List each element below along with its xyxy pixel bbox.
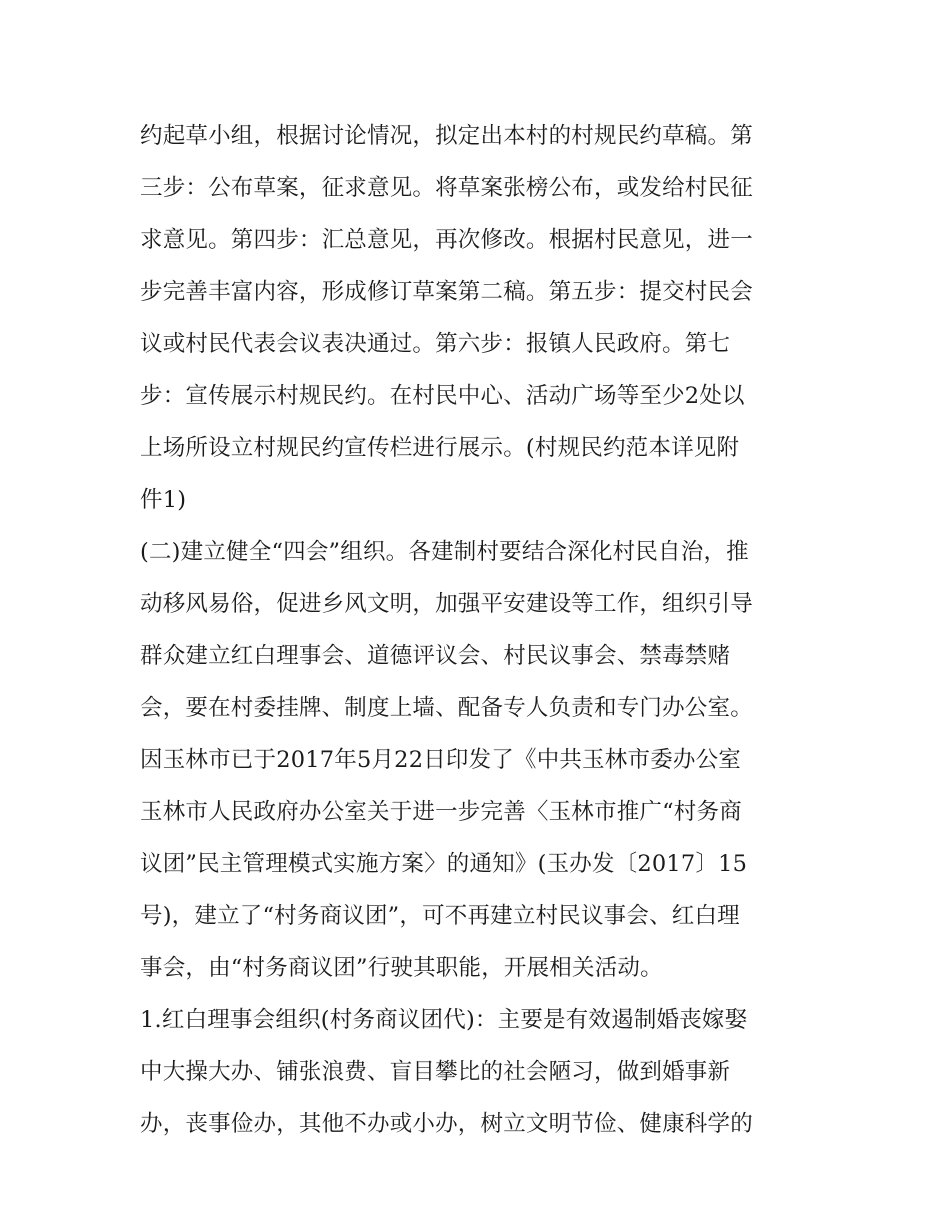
text-line: 议团”民主管理模式实施方案〉的通知》(玉办发〔2017〕15 bbox=[140, 851, 748, 877]
text-line: 求意见。第四步：汇总意见，再次修改。根据村民意见，进一 bbox=[140, 227, 753, 253]
text-line: 议或村民代表会议表决通过。第六步：报镇人民政府。第七 bbox=[140, 331, 731, 357]
text-line: 上场所设立村规民约宣传栏进行展示。(村规民约范本详见附 bbox=[140, 435, 740, 461]
text-line: 号)，建立了“村务商议团”，可不再建立村民议事会、红白理 bbox=[140, 903, 740, 929]
text-line: 因玉林市已于2017年5月22日印发了《中共玉林市委办公室 bbox=[140, 747, 742, 773]
document-body bbox=[140, 110, 820, 1150]
text-line: 办，丧事俭办，其他不办或小办，树立文明节俭、健康科学的 bbox=[140, 1111, 753, 1137]
text-line: 件1) bbox=[140, 487, 187, 513]
text-line: 步完善丰富内容，形成修订草案第二稿。第五步：提交村民会 bbox=[140, 279, 753, 305]
text-line: 玉林市人民政府办公室关于进一步完善〈玉林市推广“村务商 bbox=[140, 799, 742, 825]
text-line: 会，要在村委挂牌、制度上墙、配备专人负责和专门办公室。 bbox=[140, 695, 753, 721]
text-line: 步：宣传展示村规民约。在村民中心、活动广场等至少2处以 bbox=[140, 383, 745, 409]
text-line: 动移风易俗，促进乡风文明，加强平安建设等工作，组织引导 bbox=[140, 591, 753, 617]
section-heading-line: (二)建立健全“四会”组织。各建制村要结合深化村民自治，推 bbox=[140, 539, 749, 565]
text-line: 约起草小组，根据讨论情况，拟定出本村的村规民约草稿。第 bbox=[140, 123, 753, 149]
text-line: 中大操大办、铺张浪费、盲目攀比的社会陋习，做到婚事新 bbox=[140, 1059, 731, 1085]
text-line: 事会，由“村务商议团”行驶其职能，开展相关活动。 bbox=[140, 955, 663, 981]
numbered-item-line: 1.红白理事会组织(村务商议团代)：主要是有效遏制婚丧嫁娶 bbox=[140, 1007, 748, 1033]
text-line: 三步：公布草案，征求意见。将草案张榜公布，或发给村民征 bbox=[140, 175, 753, 201]
text-line: 群众建立红白理事会、道德评议会、村民议事会、禁毒禁赌 bbox=[140, 643, 731, 669]
